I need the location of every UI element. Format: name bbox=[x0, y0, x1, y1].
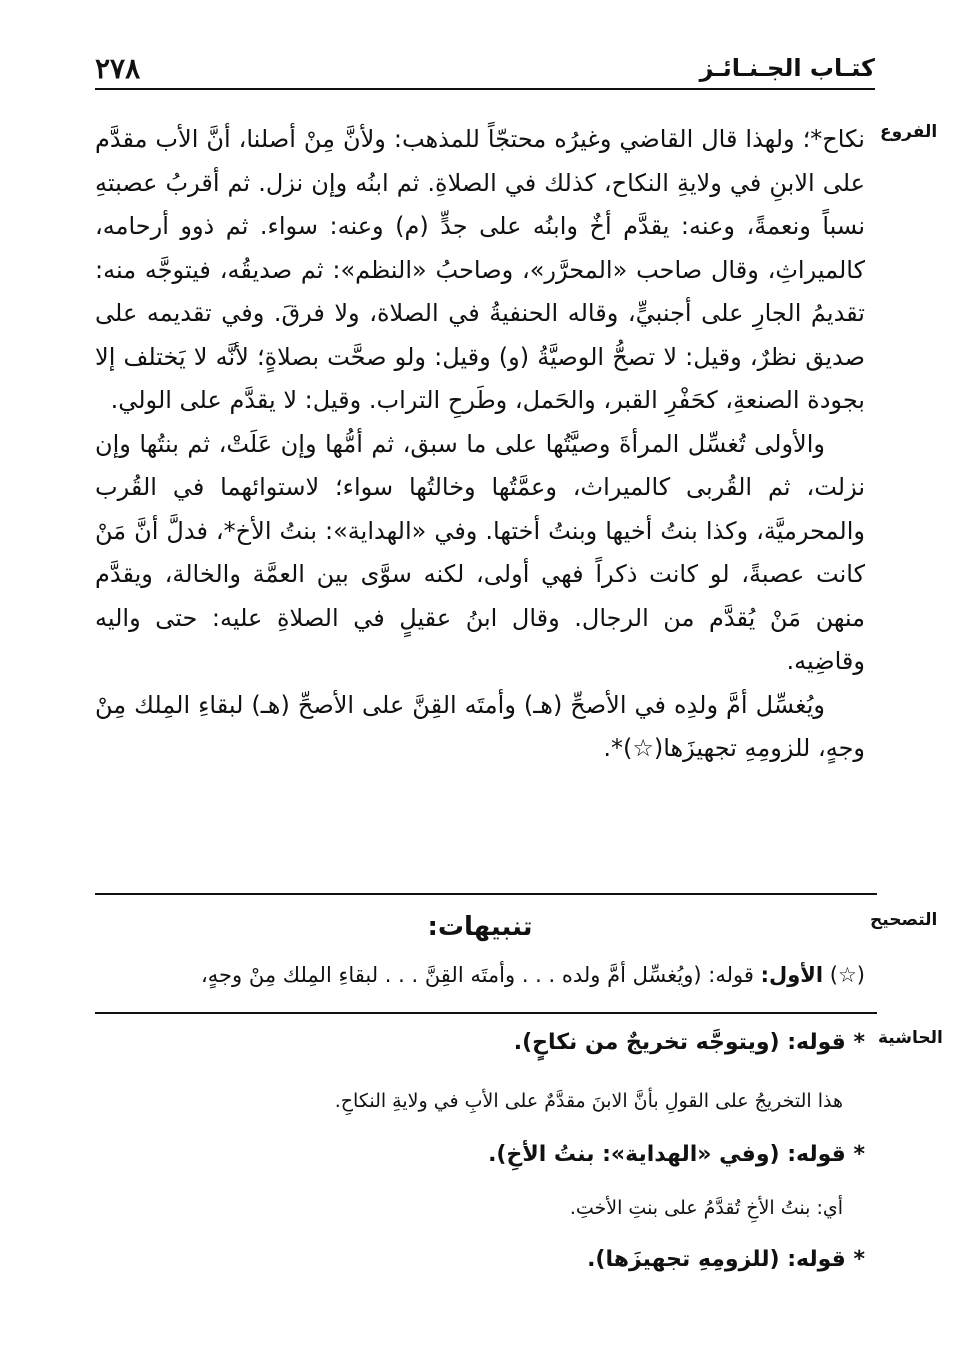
margin-label-hashiya: الحاشية bbox=[878, 1028, 943, 1048]
footnote-text: هذا التخريجُ على القولِ بأنَّ الابنَ مقدَّمٌ على الأبِ في ولايةِ النكاحِ. bbox=[334, 1090, 843, 1112]
tanbih-marker: (☆) bbox=[829, 963, 865, 987]
page-header bbox=[95, 50, 875, 90]
footnote-heading: * قوله: (للزومِهِ تجهيزَها). bbox=[587, 1247, 865, 1272]
section-divider bbox=[95, 1012, 877, 1014]
main-paragraph: ويُغسِّل أمَّ ولدِه في الأصحِّ (هـ) وأمتَه القِنَّ على الأصحِّ (هـ) لبقاءِ المِلك مِنْ وجهٍ، للزومِهِ تجهيزَها(☆)*. bbox=[95, 690, 865, 762]
main-text bbox=[95, 118, 865, 771]
margin-label-furu: الفروع bbox=[880, 122, 938, 142]
footnote-text: أي: بنتُ الأخِ تُقدَّمُ على بنتِ الأختِ. bbox=[569, 1197, 843, 1219]
section-divider bbox=[95, 893, 877, 895]
tanbih-text: قوله: (ويُغسِّل أمَّ ولده . . . وأمتَه القِنَّ . . . لبقاءِ المِلك مِنْ وجهٍ، bbox=[201, 963, 754, 987]
tanbih-first-line bbox=[95, 958, 865, 992]
running-title: كتـاب الجـنـائـز bbox=[699, 54, 875, 82]
main-paragraph: والأولى تُغسِّل المرأةَ وصيَّتُها على ما سبق، ثم أمُّها وإن عَلَتْ، ثم بنتُها وإن نزلت، ثم القُربى كالميراث، وعمَّتُها وخالتُها سواء؛ لاستوائهما في القُرب والمحرميَّة، وكذا بنتُ أخيها وبنتُ أختها. وفي «الهداية»: بنتُ الأخ*، فدلَّ أنَّ مَنْ كانت عصبةً، لو كانت ذكراً فهي أولى، لكنه سوَّى بين العمَّة والخالة، ويقدَّم منهن مَنْ يُقدَّم من الرجال. وقال ابنُ عقيلٍ في الصلاةِ عليه: حتى واليه وقاضِيه. bbox=[95, 429, 865, 675]
tanbihat-title: تنبيهات: bbox=[427, 912, 533, 942]
margin-label-tashih: التصحيح bbox=[870, 910, 938, 930]
footnote-heading: * قوله: (ويتوجَّه تخريجٌ من نكاحٍ). bbox=[513, 1030, 865, 1055]
page-number: ٢٧٨ bbox=[95, 52, 141, 85]
tanbih-first-label: الأول: bbox=[760, 963, 824, 987]
main-paragraph: نكاح*؛ ولهذا قال القاضي وغيرُه محتجّاً للمذهب: ولأنَّ مِنْ أصلنا، أنَّ الأب مقدَّم على الابنِ في ولايةِ النكاح، كذلك في الصلاةِ. ثم ابنُه وإن نزل. ثم أقربُ عصبتهِ نسباً ونعمةً، وعنه: يقدَّم أخٌ وابنُه على جدٍّ (م) وعنه: سواء. ثم ذوو أرحامه، كالميراثِ، وقال صاحب «المحرَّر»، وصاحبُ «النظم»: ثم صديقُه، فيتوجَّه منه: تقديمُ الجارِ على أجنبيٍّ، وقاله الحنفيةُ في الصلاة، ولا فرقَ. وفي تقديمه على صديق نظرٌ، وقيل: لا تصحُّ الوصيَّةُ (و) وقيل: ولو صحَّت بصلاةٍ؛ لأنَّه لا يَختلف إلا بجودة الصنعةِ، كحَفْرِ القبر، والحَمل، وطَرحِ التراب. وقيل: لا يقدَّم على الولي. bbox=[95, 125, 865, 414]
footnote-heading: * قوله: (وفي «الهداية»: بنتُ الأخِ). bbox=[488, 1142, 865, 1167]
